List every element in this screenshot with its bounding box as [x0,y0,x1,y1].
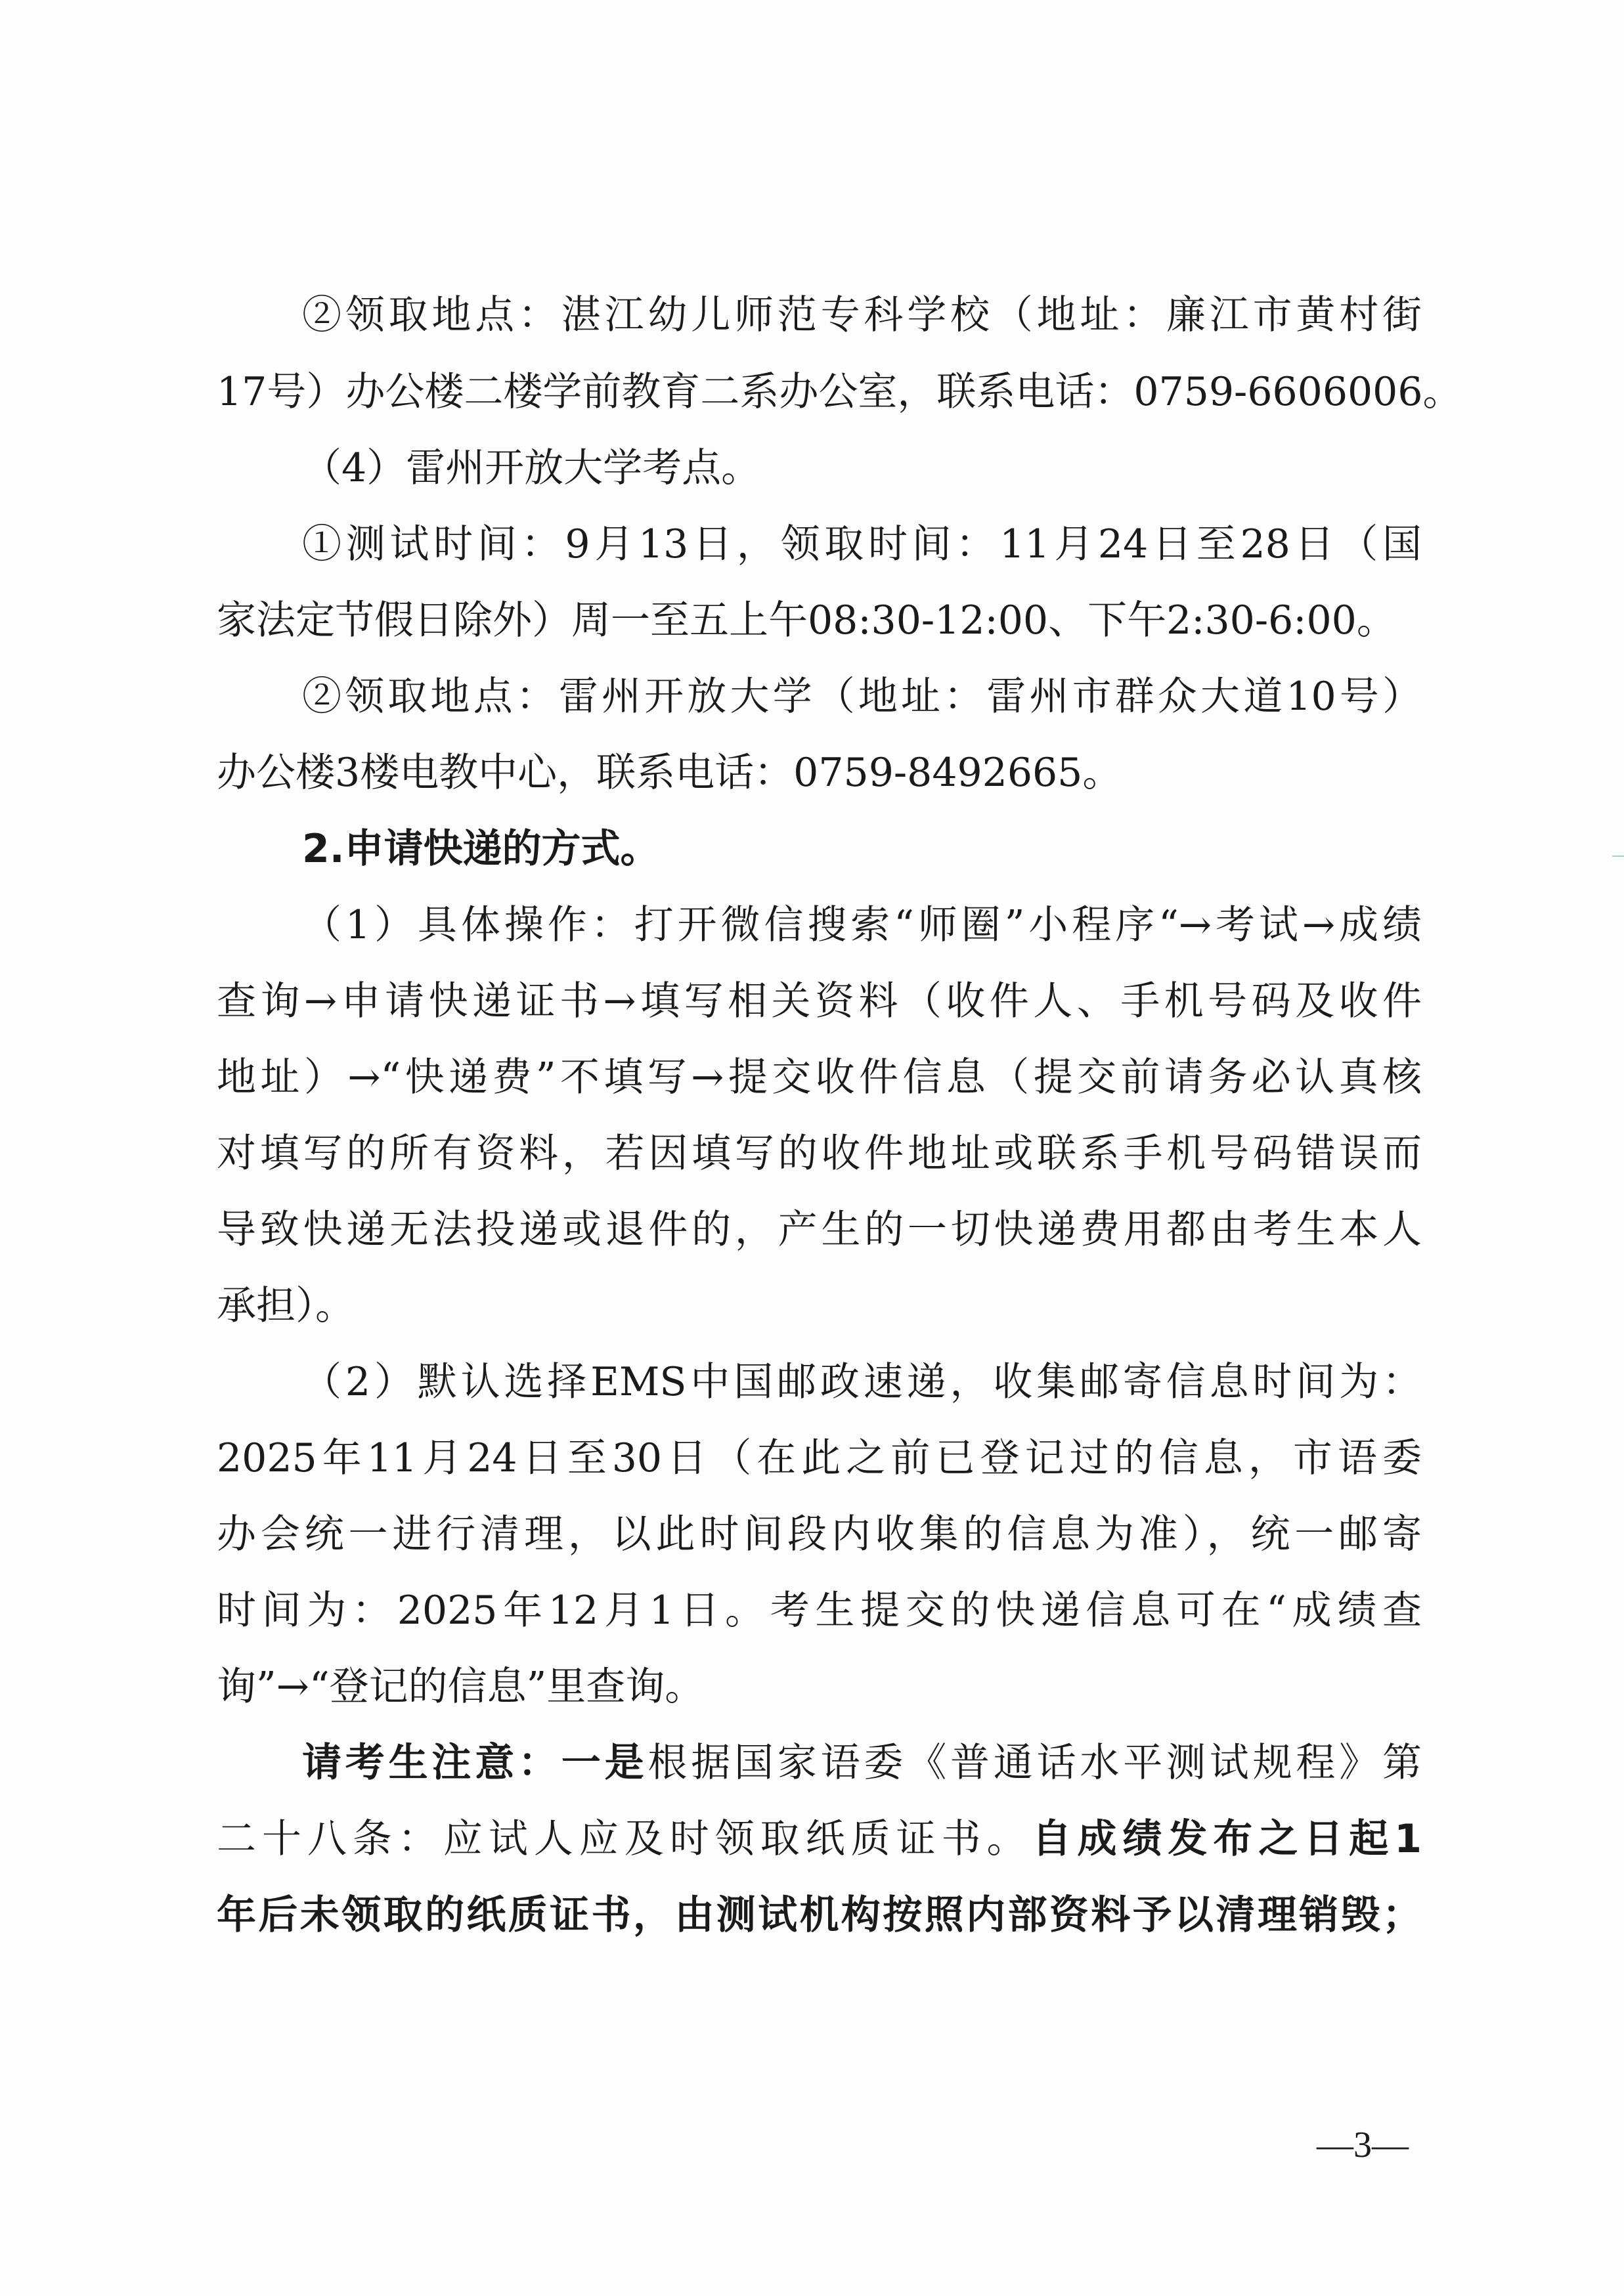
notice-line-3: 年后未领取的纸质证书，由测试机构按照内部资料予以清理销毁； [217,1892,1422,1938]
paragraph-line: 办公楼3楼电教中心，联系电话：0759-8492665。 [217,750,1122,796]
notice-emphasis: 自成绩发布之日起1 [1032,1816,1422,1862]
paragraph-line: ②领取地点：湛江幼儿师范专科学校（地址：廉江市黄村街 [302,292,1422,338]
section-heading-2: 2.申请快递的方式。 [302,826,660,872]
paragraph-line: 查询→申请快递证书→填写相关资料（收件人、手机号码及收件 [217,978,1422,1024]
paragraph-line: 17号）办公楼二楼学前教育二系办公室，联系电话：0759-6606006。 [217,369,1462,415]
paragraph-line: 时间为：2025年12月1日。考生提交的快递信息可在“成绩查 [217,1588,1422,1634]
page-number: —3— [1317,2125,1409,2165]
paragraph-line: 承担）。 [217,1283,355,1329]
notice-text: 二十八条：应试人应及时领取纸质证书。 [217,1816,1032,1862]
paragraph-line: 家法定节假日除外）周一至五上午08:30-12:00、下午2:30-6:00。 [217,597,1396,643]
notice-line-2 [217,1803,1422,1875]
paragraph-line: 询”→“登记的信息”里查询。 [217,1664,705,1710]
paragraph-line: 2025年11月24日至30日（在此之前已登记过的信息，市语委 [217,1435,1422,1481]
notice-line-1 [302,1727,1422,1799]
paragraph-line: ②领取地点：雷州开放大学（地址：雷州市群众大道10号） [302,674,1422,720]
scan-edge-mark [1612,856,1624,857]
paragraph-line: 对填写的所有资料，若因填写的收件地址或联系手机号码错误而 [217,1131,1422,1177]
paragraph-line: 导致快递无法投递或退件的，产生的一切快递费用都由考生本人 [217,1207,1422,1253]
notice-label: 请考生注意：一是 [302,1740,648,1786]
paragraph-line: （2）默认选择EMS中国邮政速递，收集邮寄信息时间为： [302,1359,1422,1405]
section-heading-4: （4）雷州开放大学考点。 [302,445,761,491]
paragraph-line: 办会统一进行清理，以此时间段内收集的信息为准），统一邮寄 [217,1511,1422,1557]
notice-text: 根据国家语委《普通话水平测试规程》第 [647,1740,1422,1786]
paragraph-line: （1）具体操作：打开微信搜索“师圈”小程序“→考试→成绩 [302,902,1422,948]
paragraph-line: 地址）→“快递费”不填写→提交收件信息（提交前请务必认真核 [217,1054,1422,1100]
paragraph-line: ①测试时间：9月13日，领取时间：11月24日至28日（国 [302,521,1422,567]
